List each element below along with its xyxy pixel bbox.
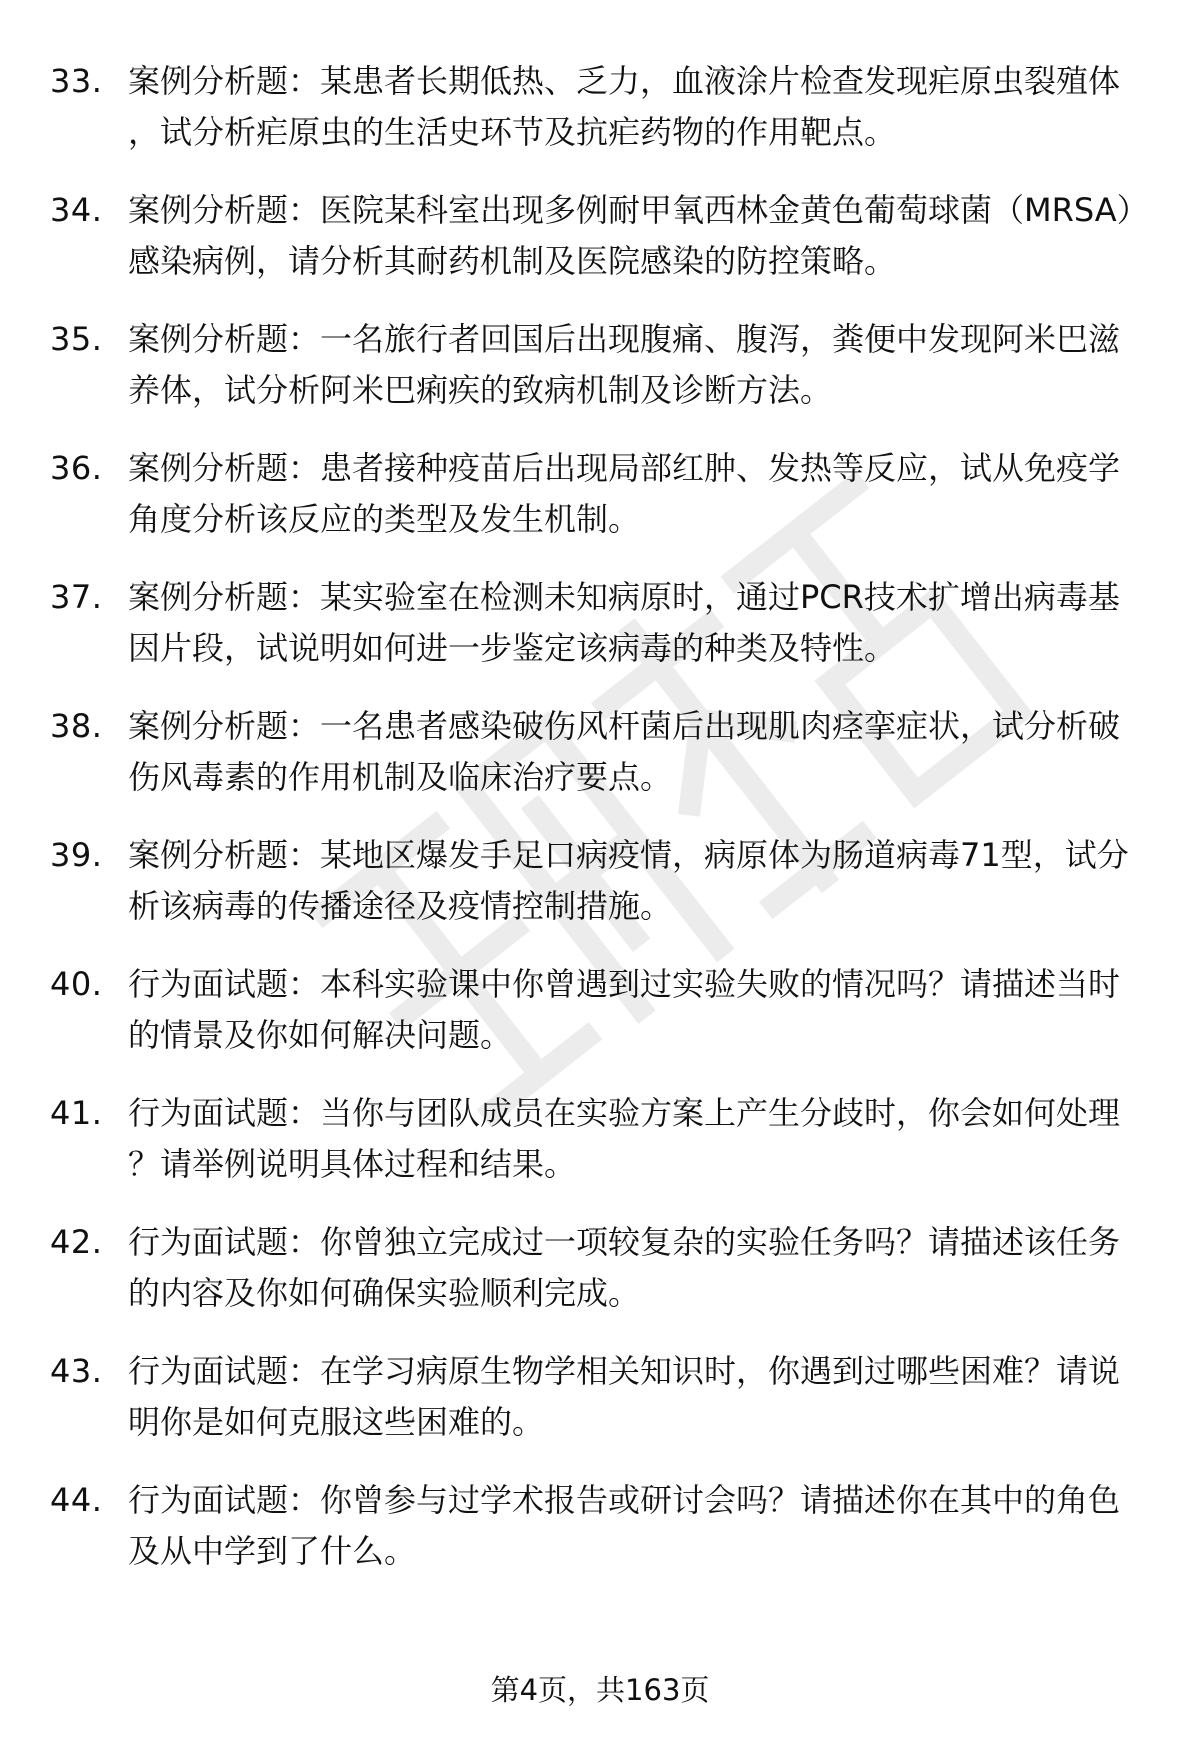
question-item — [50, 185, 1150, 287]
question-number: 34. — [50, 191, 103, 229]
question-text: 案例分析题：某患者长期低热、乏力，血液涂片检查发现疟原虫裂殖体，试分析疟原虫的生活史环节及抗疟药物的作用靶点。 — [128, 62, 1121, 151]
question-number: 36. — [50, 449, 103, 487]
question-item — [50, 1346, 1150, 1448]
question-text: 案例分析题：一名旅行者回国后出现腹痛、腹泻，粪便中发现阿米巴滋养体，试分析阿米巴痢疾的致病机制及诊断方法。 — [128, 320, 1121, 409]
question-text: 行为面试题：你曾参与过学术报告或研讨会吗？请描述你在其中的角色及从中学到了什么。 — [128, 1481, 1121, 1570]
question-item — [50, 1088, 1150, 1190]
question-text: 案例分析题：某实验室在检测未知病原时，通过PCR技术扩增出病毒基因片段，试说明如何进一步鉴定该病毒的种类及特性。 — [128, 578, 1120, 667]
question-text: 行为面试题：本科实验课中你曾遇到过实验失败的情况吗？请描述当时的情景及你如何解决问题。 — [128, 965, 1121, 1054]
question-item — [50, 314, 1150, 416]
question-text: 行为面试题：在学习病原生物学相关知识时，你遇到过哪些困难？请说明你是如何克服这些困难的。 — [128, 1352, 1121, 1441]
question-item — [50, 443, 1150, 545]
question-item — [50, 959, 1150, 1061]
question-number: 44. — [50, 1481, 103, 1519]
question-number: 42. — [50, 1223, 103, 1261]
question-text: 案例分析题：医院某科室出现多例耐甲氧西林金黄色葡萄球菌（MRSA）感染病例，请分析其耐药机制及医院感染的防控策略。 — [128, 191, 1133, 280]
question-item — [50, 1475, 1150, 1577]
question-item — [50, 1217, 1150, 1319]
page-footer — [0, 1670, 1200, 1710]
question-number: 33. — [50, 62, 103, 100]
question-number: 39. — [50, 836, 103, 874]
question-text: 行为面试题：当你与团队成员在实验方案上产生分歧时，你会如何处理？请举例说明具体过程和结果。 — [128, 1094, 1121, 1183]
page-number-label: 第4页，共163页 — [490, 1673, 710, 1707]
question-item — [50, 572, 1150, 674]
question-text: 案例分析题：某地区爆发手足口病疫情，病原体为肠道病毒71型，试分析该病毒的传播途径及疫情控制措施。 — [128, 836, 1129, 925]
question-text: 案例分析题：患者接种疫苗后出现局部红肿、发热等反应，试从免疫学角度分析该反应的类型及发生机制。 — [128, 449, 1121, 538]
question-number: 41. — [50, 1094, 103, 1132]
question-number: 40. — [50, 965, 103, 1003]
question-item — [50, 701, 1150, 803]
question-number: 43. — [50, 1352, 103, 1390]
question-item — [50, 830, 1150, 932]
question-number: 37. — [50, 578, 103, 616]
question-number: 35. — [50, 320, 103, 358]
question-text: 行为面试题：你曾独立完成过一项较复杂的实验任务吗？请描述该任务的内容及你如何确保实验顺利完成。 — [128, 1223, 1121, 1312]
question-list — [50, 56, 1150, 1604]
question-item — [50, 56, 1150, 158]
question-number: 38. — [50, 707, 103, 745]
question-text: 案例分析题：一名患者感染破伤风杆菌后出现肌肉痉挛症状，试分析破伤风毒素的作用机制及临床治疗要点。 — [128, 707, 1121, 796]
